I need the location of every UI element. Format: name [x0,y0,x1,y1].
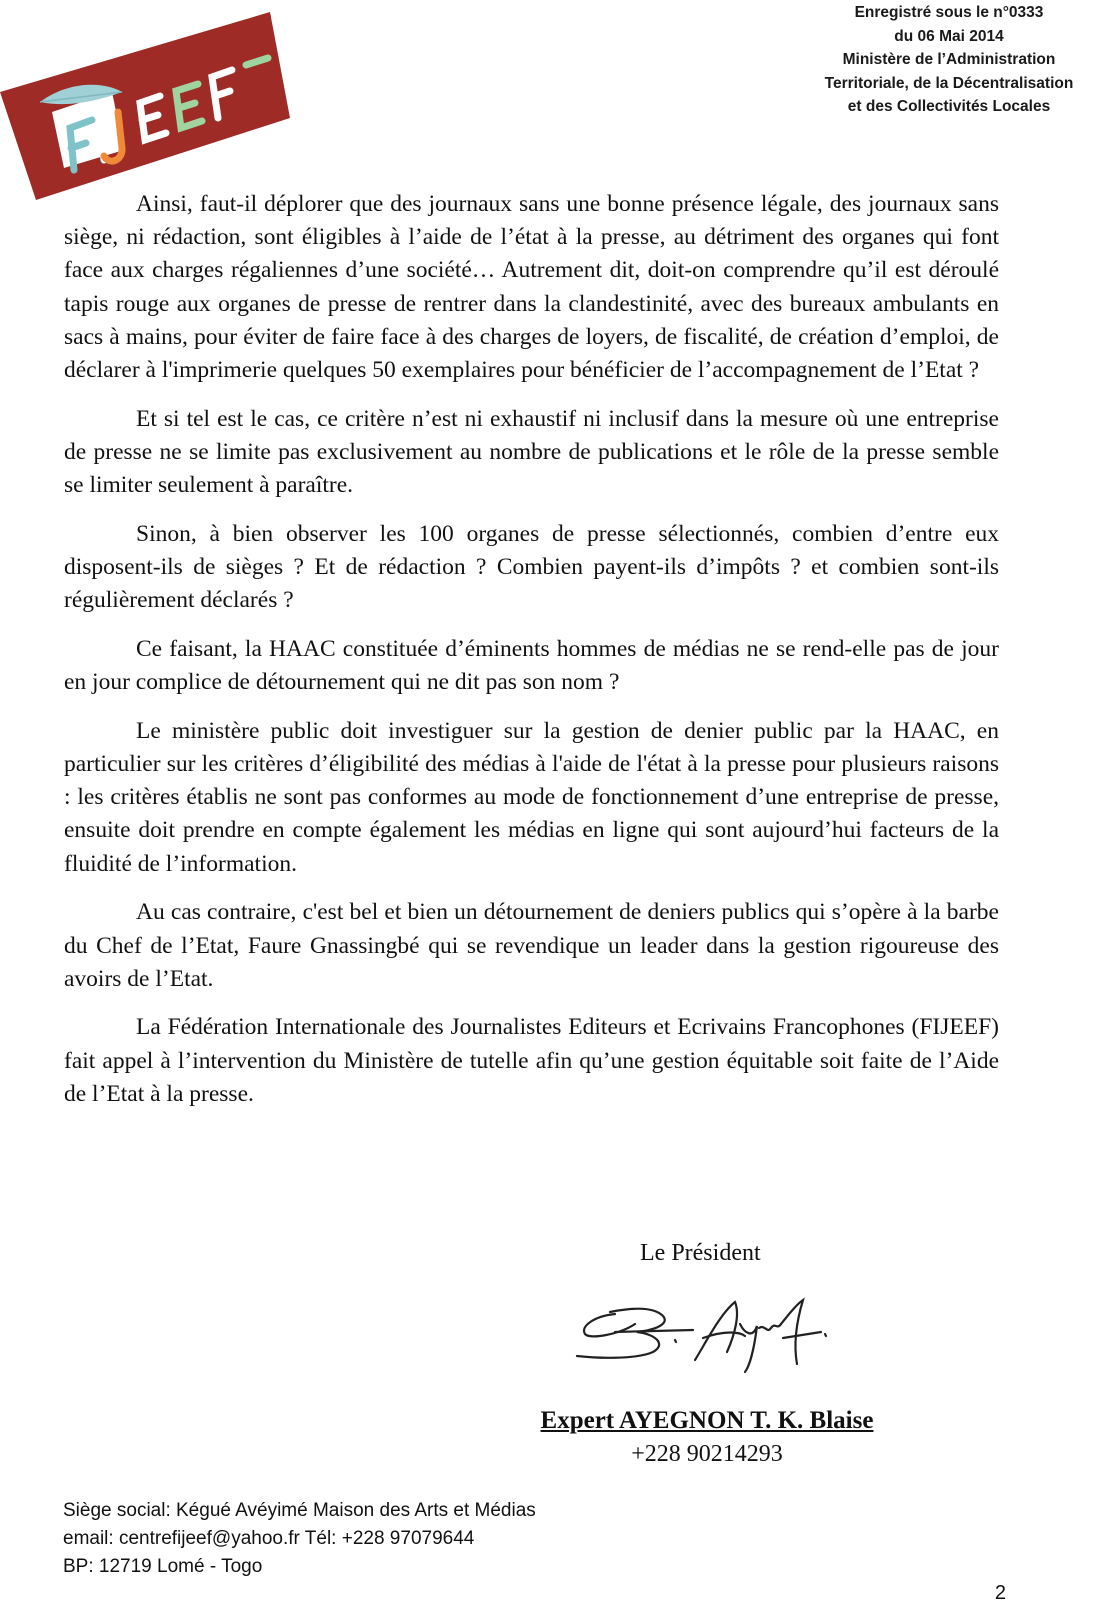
signatory-name: Expert AYEGNON T. K. Blaise [540,1407,874,1434]
registration-line: Territoriale, de la Décentralisation [824,74,1074,92]
page-number: 2 [994,1582,1006,1604]
handwritten-signature [575,1294,845,1374]
paragraph: Ainsi, faut-il déplorer que des journaux sans une bonne présence légale, des journaux sans siège, ni rédaction, sont éligibles à l’aide de l’état à la presse, au détriment des organes qui font face aux charges régaliennes d’une société… Autrement dit, doit-on comprendre qu’il est déroulé tapis rouge aux organes de presse de rentrer dans la clandestinité, avec des bureaux ambulants en sacs à mains, pour éviter de faire face à des charges de loyers, de fiscalité, de création d’emploi, de déclarer à l'imprimerie quelques 50 exemplaires pour bénéficier de l’accompagnement de l’Etat ? [64,191,999,384]
registration-line: Ministère de l’Administration [842,51,1056,68]
registration-line: et des Collectivités Locales [847,98,1051,115]
signatory-phone: +228 90214293 [631,1441,783,1467]
letter-body [64,188,999,1127]
footer-address: Siège social: Kégué Avéyimé Maison des Arts et Médias [63,1500,536,1521]
footer [63,1497,536,1581]
paragraph: Le ministère public doit investiguer sur la gestion de denier public par la HAAC, en particulier sur les critères d’éligibilité des médias à l'aide de l'état à la presse pour plusieurs raisons : les critères établis ne sont pas conformes au mode de fonctionnement d’une entreprise de presse, ensuite doit prendre en compte également les médias en ligne qui sont aujourd’hui facteurs de la fluidité de l’information. [64,717,999,877]
registration-line: Enregistré sous le n°0333 [854,4,1044,21]
fijeef-logo [0,0,300,210]
paragraph: Sinon, à bien observer les 100 organes de presse sélectionnés, combien d’entre eux disposent-ils de sièges ? Et de rédaction ? Combien payent-ils d’impôts ? et combien sont-ils régulièrement déclarés ? [64,520,999,614]
footer-contact: email: centrefijeef@yahoo.fr Tél: +228 97079644 [63,1528,475,1549]
paragraph: Au cas contraire, c'est bel et bien un détournement de deniers publics qui s’opère à la barbe du Chef de l’Etat, Faure Gnassingbé qui se revendique un leader dans la gestion rigoureuse des avoirs de l’Etat. [64,899,999,992]
signature-title: Le Président [640,1240,761,1266]
footer-postbox: BP: 12719 Lomé - Togo [63,1556,263,1577]
paragraph: Ce faisant, la HAAC constituée d’éminents hommes de médias ne se rend-elle pas de jour en jour complice de détournement qui ne dit pas son nom ? [64,635,999,696]
paragraph: La Fédération Internationale des Journalistes Editeurs et Ecrivains Francophones (FIJEEF) fait appel à l’intervention du Ministère de tutelle afin qu’une gestion équitable soit faite de l’Aide de l’Etat à la presse. [64,1014,999,1107]
registration-line: du 06 Mai 2014 [894,27,1004,45]
registration-block [804,1,1094,119]
paragraph: Et si tel est le cas, ce critère n’est ni exhaustif ni inclusif dans la mesure où une entreprise de presse ne se limite pas exclusivement au nombre de publications et le rôle de la presse semble se limiter seulement à paraître. [64,405,999,499]
